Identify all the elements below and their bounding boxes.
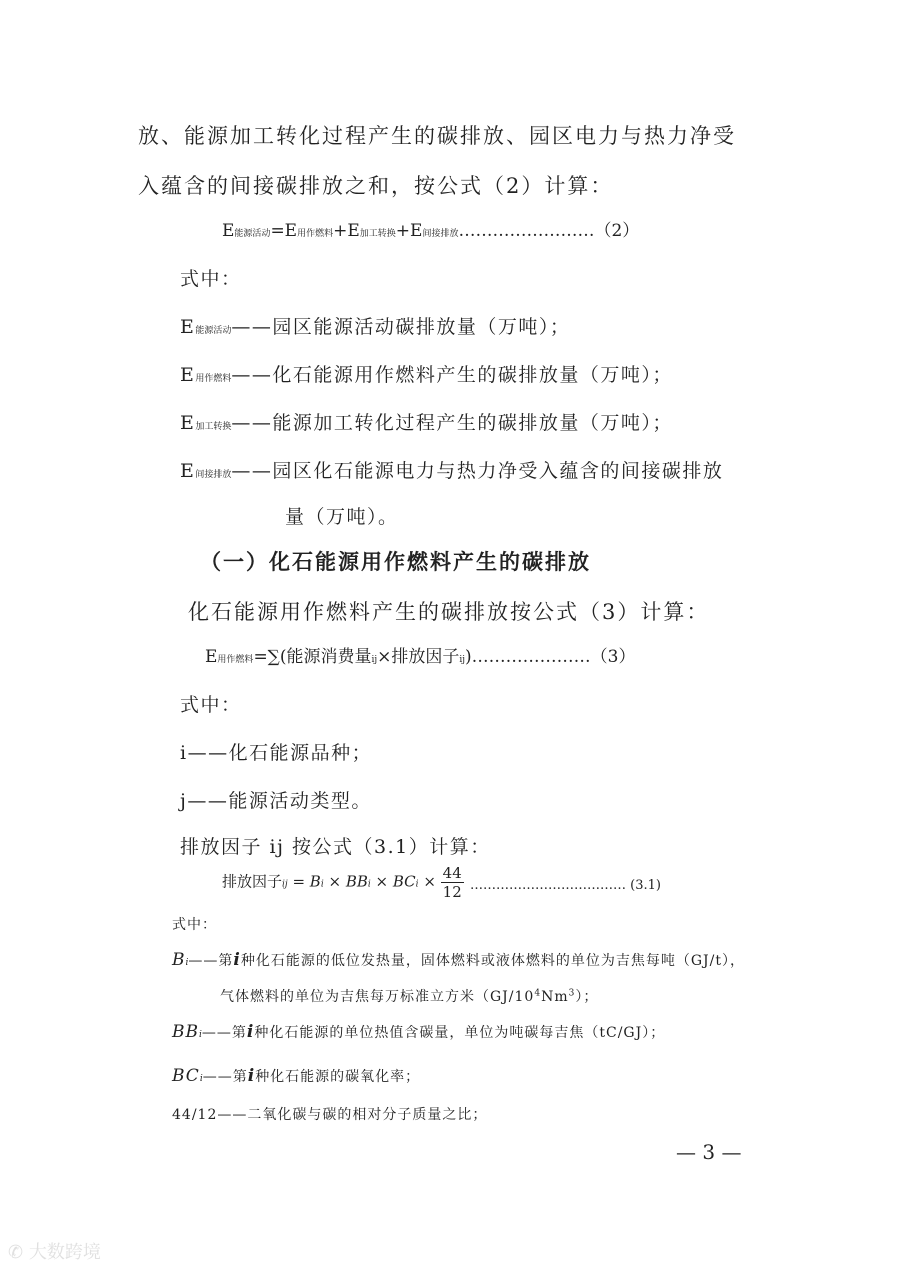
formula-2-eq: =E [270,221,298,241]
formula-2-plus2: +E [395,221,423,241]
fraction-numerator: 44 [442,864,462,882]
watermark-logo [8,1238,101,1264]
def-e-indirect [180,456,723,483]
def-cont-c: ）； [575,989,599,1005]
def-e-fuel [180,360,673,387]
def-cont-sup: 4 [534,988,542,999]
def-pre: ——第 [201,1025,247,1041]
times-sign: × [370,872,393,891]
def-subscript: 能源活动 [195,326,232,336]
def-cont-b: Nm [541,989,569,1005]
formula-3-1-bb: BB [345,872,368,891]
def-bci [172,1066,420,1086]
def-symbol: BC [172,1066,200,1086]
where-label-1: 式中： [180,268,242,290]
def-index: i [246,1022,255,1042]
formula-3-1-lhs-sub: ij [282,879,288,890]
def-subscript: 用作燃料 [195,374,232,384]
fraction-denominator: 12 [442,883,462,901]
formula-3-1-tail: ……………………………… (3.1) [470,878,661,893]
formula-2-sub1: 能源活动 [234,229,271,239]
def-text: 种化石能源的单位热值含碳量，单位为吨碳每吉焦（tC/GJ）； [254,1025,666,1041]
def-symbol: BB [172,1022,199,1042]
def-pre: ——第 [202,1069,248,1085]
page-number: — 3 — [676,1140,742,1164]
watermark-text: 大数跨境 [28,1242,101,1263]
def-symbol: E [180,364,196,386]
def-j [180,786,372,813]
def-symbol-sub: i [185,958,189,968]
para1-line2: 入蕴含的间接碳排放之和，按公式（2）计算： [138,174,614,198]
def-cont-sup2: 3 [568,988,576,999]
def-subscript: 加工转换 [195,422,232,432]
def-e-energy-activity [180,312,570,339]
def-bi [172,950,745,970]
fraction-44-12 [441,864,464,901]
formula-3-ij1: ij [371,655,378,665]
formula-2-e: E [222,221,235,241]
formula-3-e: E [205,647,218,667]
def-text: ——园区能源活动碳排放量（万吨）； [231,316,571,338]
def-text: ——能源加工转化过程产生的碳排放量（万吨）； [231,412,673,434]
formula-2 [222,216,639,241]
def-text: ——化石能源用作燃料产生的碳排放量（万吨）； [231,364,673,386]
def-text: ——园区化石能源电力与热力净受入蕴含的间接碳排放 [231,460,724,482]
def-cont-a: 气体燃料的单位为吉焦每万标准立方米（GJ/10 [220,989,535,1005]
def-subscript: 间接排放 [195,470,232,480]
formula-3-1-b-sub: i [320,879,324,890]
formula-3-1 [222,864,464,901]
formula-2-tail: ……………………（2） [458,221,640,241]
formula-3-1-lhs: 排放因子 [222,872,283,891]
def-e-conversion [180,408,673,435]
def-symbol: B [172,950,186,970]
def-text: 种化石能源的碳氧化率； [255,1069,421,1085]
def-symbol: j [180,790,188,812]
where-label-2: 式中： [180,694,242,716]
formula-3-1-b: B [309,872,321,891]
formula-3-body1: =∑(能源消费量 [253,647,372,667]
def-symbol: E [180,316,196,338]
def-symbol-sub: i [199,1074,203,1084]
formula-3-sub: 用作燃料 [217,655,254,665]
def-ratio: 44/12——二氧化碳与碳的相对分子质量之比； [172,1107,488,1123]
def-text: 种化石能源的低位发热量，固体燃料或液体燃料的单位为吉焦每吨（GJ/t）， [240,953,745,969]
times-sign: × [323,872,346,891]
formula-3-1-eq: = [287,872,310,891]
def-index: i [247,1066,256,1086]
def-index: i [233,950,241,970]
para3: 排放因子 ij 按公式（3.1）计算： [180,836,491,858]
def-symbol-sub: i [199,1030,202,1040]
where-label-3: 式中： [172,917,217,933]
para1-line1: 放、能源加工转化过程产生的碳排放、园区电力与热力净受 [138,124,736,148]
formula-3-body2: ×排放因子 [377,647,460,667]
def-i [180,738,372,765]
formula-3-1-bb-sub: i [367,879,371,890]
formula-2-sub4: 间接排放 [422,229,459,239]
formula-3-ij2: ij [459,655,466,665]
formula-3-1-bc-sub: i [415,879,419,890]
formula-3 [205,642,636,667]
def-text: ——化石能源品种； [187,742,373,764]
def-symbol: i [180,742,188,764]
times-sign: × [418,872,441,891]
watermark-icon: ✆ [8,1242,24,1263]
def-bbi [172,1022,665,1042]
def-pre: ——第 [188,953,234,969]
formula-3-tail: )…………………（3） [465,647,636,667]
def-text: ——能源活动类型。 [187,790,372,812]
formula-2-plus1: +E [333,221,360,241]
def-bi-cont [220,986,598,1006]
para2: 化石能源用作燃料产生的碳排放按公式（3）计算： [188,600,710,624]
formula-3-1-bc: BC [392,872,416,891]
formula-2-sub3: 加工转换 [359,229,396,239]
formula-2-sub2: 用作燃料 [297,229,334,239]
def-symbol: E [180,460,196,482]
def-symbol: E [180,412,196,434]
section-heading-1: （一）化石能源用作燃料产生的碳排放 [200,549,591,574]
def-e-indirect-cont: 量（万吨）。 [285,506,399,528]
